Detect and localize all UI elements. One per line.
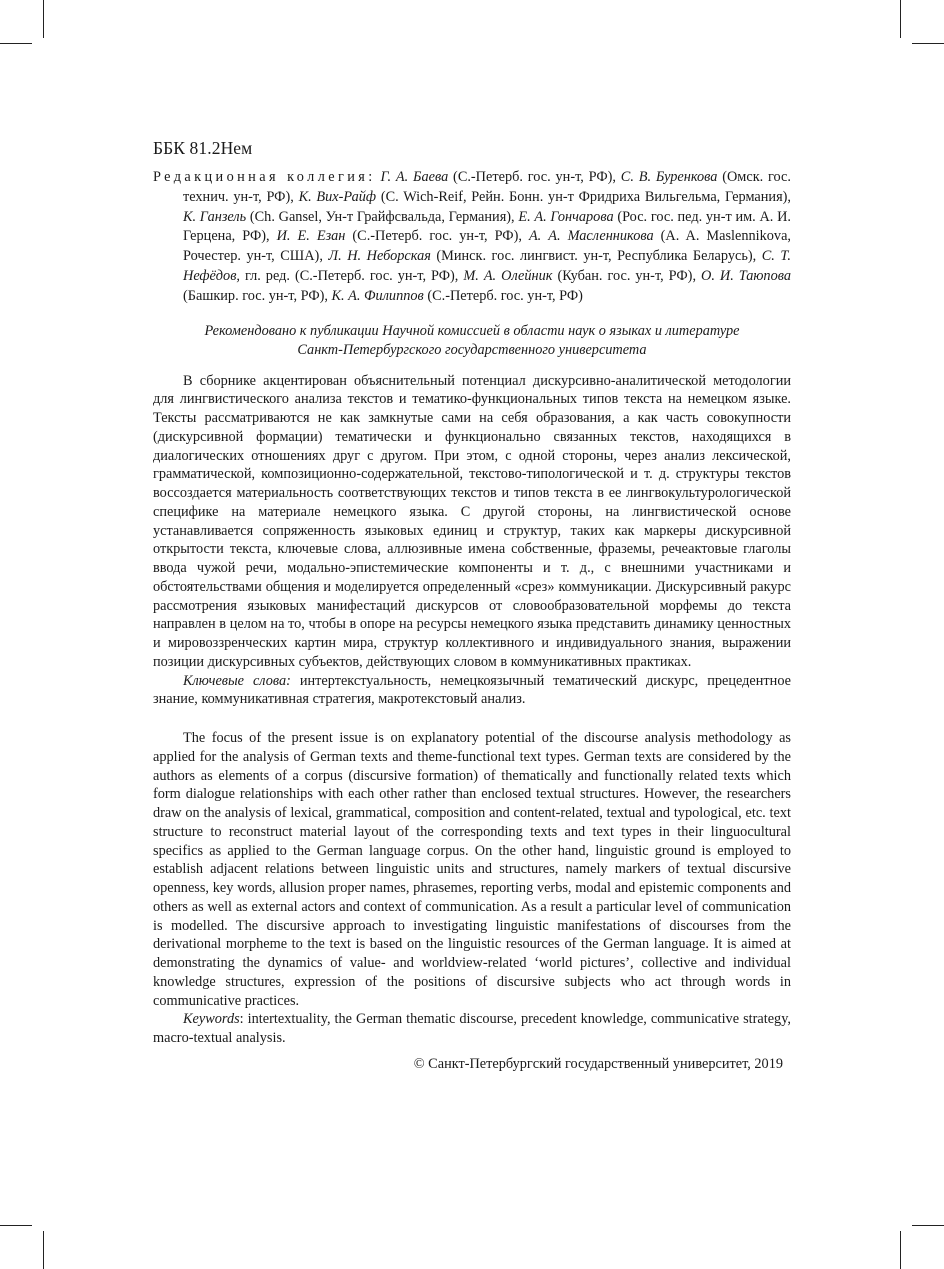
- keywords-ru: [153, 672, 791, 710]
- bbk-code: ББК 81.2Нем: [153, 138, 253, 158]
- board-member-name: И. Е. Езан: [276, 228, 346, 245]
- recommendation-line-1: Рекомендовано к публикации Научной комиссией в области наук о языках и литературе: [204, 322, 740, 339]
- keywords-en: [153, 1010, 791, 1048]
- imprint-page: [153, 138, 791, 1073]
- recommendation-line-2: Санкт-Петербургского государственного университета: [297, 341, 647, 358]
- board-member-name: К. Вих-Райф: [298, 188, 377, 205]
- crop-mark: [0, 43, 32, 44]
- crop-mark: [43, 0, 44, 38]
- board-member-affiliation: (Омск. гос. технич. ун-т, РФ),: [183, 169, 791, 205]
- board-member-name: Е. А. Гончарова: [518, 208, 614, 225]
- keywords-ru-text: интертекстуальность, немецкоязычный тематический дискурс, прецедентное знание, коммуникативная стратегия, макротекстовый анализ.: [153, 672, 791, 708]
- board-member-name: С. Т. Нефёдов,: [183, 248, 792, 284]
- board-member-affiliation: (A. A. Maslennikova, Рочестер. ун-т, США),: [183, 228, 791, 265]
- board-member-name: Г. А. Баева: [380, 169, 449, 185]
- board-member-affiliation: (Ch. Gansel, Ун-т Грайфсвальда, Германия),: [246, 208, 519, 225]
- board-member-affiliation: (С.-Петерб. гос. ун-т, РФ),: [345, 228, 529, 245]
- abstract-en: The focus of the present issue is on explanatory potential of the discourse analysis methodology as applied for the analysis of German texts and theme-functional text types. German texts are considered by the authors as elements of a corpus (discursive formation) of thematically and functionally related texts which form dialogue relationships with each other rather than enclosed textual structures. However, the researchers draw on the analysis of lexical, grammatical, composition and content-related, textual and typological, etc. text structure to reconstruct material layout of the corresponding texts and text types in their linguocultural specifics as applied to the German language corpus. On the other hand, linguistic ground is employed to establish adjacent relations between linguistic units and structures, namely markers of textual discursive openness, key words, allusion proper names, phrasemes, reporting verbs, modal and epistemic components and others as well as external actors and context of communication. As a result a particular level of communication is modelled. The discursive approach to investigating linguistic manifestations of discourses from the derivational morpheme to the text is based on the linguistic resources of the German language. It is aimed at demonstrating the dynamics of value- and worldview-related ‘world pictures’, collective and individual knowledge structures, expression of the positions of discursive subjects who act through words in communicative practices.: [153, 730, 791, 1009]
- board-member-affiliation: (Минск. гос. лингвист. ун-т, Республика Беларусь),: [430, 248, 762, 265]
- crop-mark: [912, 43, 944, 44]
- board-member-name: К. А. Филиппов: [331, 287, 424, 304]
- crop-mark: [900, 0, 901, 38]
- abstract-ru: В сборнике акцентирован объяснительный потенциал дискурсивно-аналитической методологии для лингвистического анализа текстов и тематико-функциональных типов текста на немецком языке. Тексты рассматриваются не как замкнутые сами на себя образования, а как часть совокупности (дискурсивной формации) тематически и функционально связанных текстов, находящихся в диалогических отношениях друг с другом. При этом, с одной стороны, через анализ лексической, грамматической, композиционно-содержательной, текстово-типологической и т. д. структуры текстов воссоздается материальность соответствующих текстов и типов текста в ее лингвокультурологической специфике на материале немецкого языка. С другой стороны, на лингвистической основе устанавливается сопряженность языковых единиц и структур, таких как маркеры дискурсивной открытости текста, ключевые слова, аллюзивные имена собственные, фраземы, речеактовые глаголы ввода чужой речи, модально-эпистемические компоненты и т. д., с внешними участниками и обстоятельствами общения и моделируется определенный «срез» коммуникации. Дискурсивный ракурс рассмотрения языковых манифестаций дискурсов от словообразовательной морфемы до текста направлен в целом на то, чтобы в опоре на ресурсы немецкого языка представить динамику ценностных и мировоззренческих картин мира, структур коллективного и индивидуального знания, выражении позиции дискурсивных субъектов, действующих словом в коммуникативных практиках.: [153, 372, 791, 670]
- recommendation-note: [153, 322, 791, 360]
- board-member-affiliation: (C. Wich-Reif, Рейн. Бонн. ун-т Фридриха Вильгельма, Германия),: [376, 188, 791, 205]
- board-member-affiliation: (С.-Петерб. гос. ун-т, РФ): [423, 287, 583, 304]
- keywords-en-label: Keywords: [183, 1011, 240, 1028]
- board-member-name: А. А. Масленникова: [528, 228, 654, 245]
- board-member-name: С. В. Буренкова: [620, 169, 718, 185]
- board-member-affiliation: (Башкир. гос. ун-т, РФ),: [183, 287, 332, 304]
- editorial-board-label: Редакционная коллегия:: [153, 169, 376, 185]
- board-member-affiliation: (Рос. гос. пед. ун-т им. А. И. Герцена, РФ),: [183, 208, 791, 245]
- crop-mark: [0, 1225, 32, 1226]
- board-member-affiliation: (Кубан. гос. ун-т, РФ),: [552, 267, 701, 284]
- board-member-name: М. А. Олейник: [463, 267, 553, 284]
- copyright-notice: © Санкт-Петербургский государственный университет, 2019: [413, 1055, 783, 1072]
- editorial-board: [153, 168, 791, 307]
- board-member-affiliation: гл. ред. (С.-Петерб. гос. ун-т, РФ),: [239, 267, 464, 284]
- board-member-name: О. И. Таюпова: [701, 267, 791, 284]
- board-member-name: К. Ганзель: [183, 208, 247, 225]
- board-member-affiliation: (С.-Петерб. гос. ун-т, РФ),: [448, 169, 621, 185]
- keywords-ru-label: Ключевые слова:: [183, 672, 291, 689]
- crop-mark: [900, 1231, 901, 1269]
- crop-mark: [912, 1225, 944, 1226]
- crop-mark: [43, 1231, 44, 1269]
- board-member-name: Л. Н. Неборская: [328, 248, 431, 265]
- keywords-en-text: : intertextuality, the German thematic discourse, precedent knowledge, communicative strategy, macro-textual analysis.: [153, 1011, 791, 1047]
